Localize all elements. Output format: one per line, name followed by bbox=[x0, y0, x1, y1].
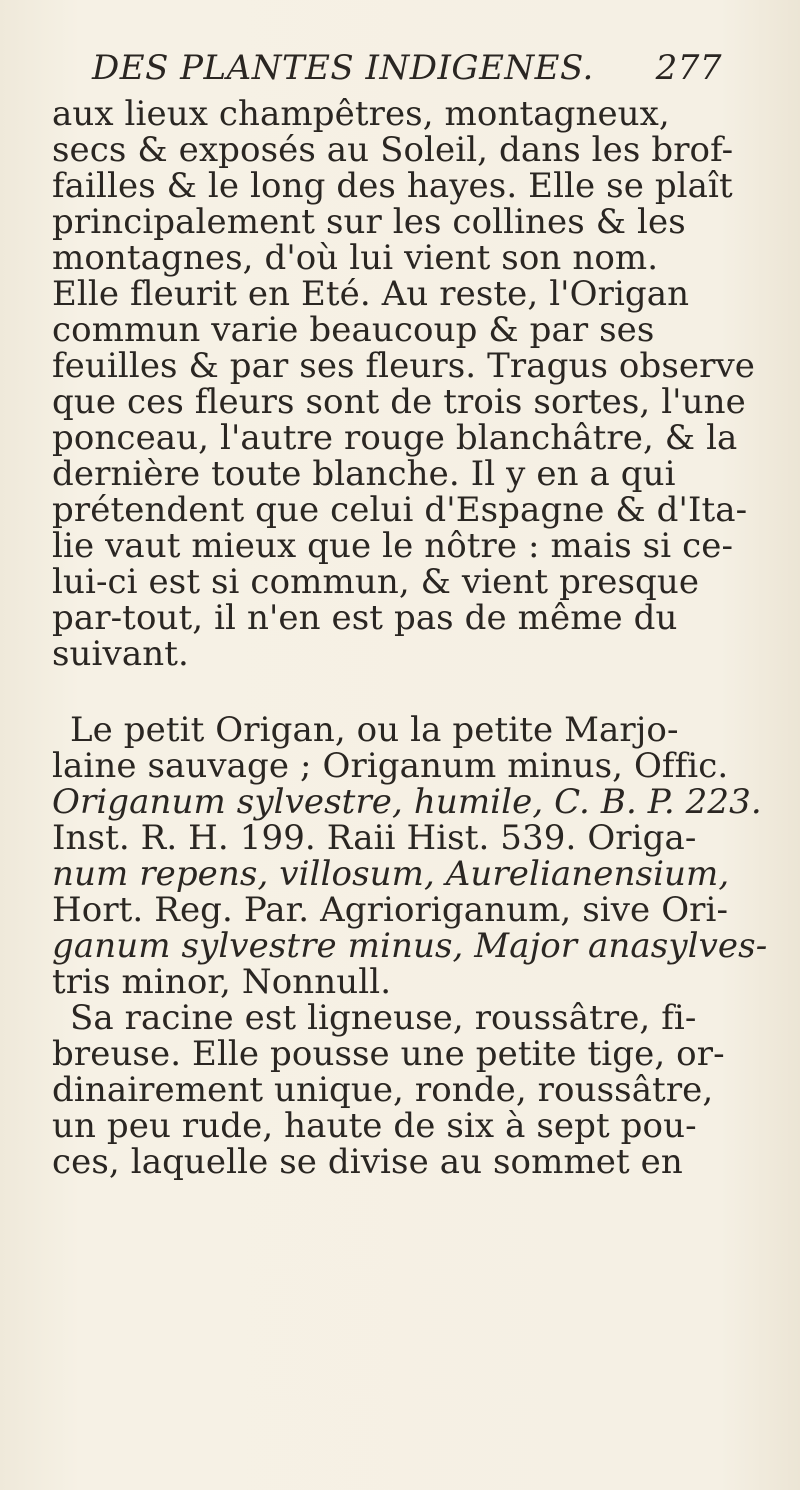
text-line: principalement sur les collines & les bbox=[52, 202, 686, 242]
text-line: Hort. Reg. Par. Agrioriganum, sive Ori- bbox=[52, 890, 729, 930]
text-line: que ces fleurs sont de trois sortes, l'une bbox=[52, 382, 746, 422]
text-line: laine sauvage ; Origanum minus, Offic. bbox=[52, 746, 729, 786]
text-line: montagnes, d'où lui vient son nom. bbox=[52, 238, 659, 278]
text-line: num repens, villosum, Aurelianensium, bbox=[52, 854, 730, 894]
running-title: DES PLANTES INDIGENES. bbox=[92, 48, 594, 88]
text-line: lui-ci est si commun, & vient presque bbox=[52, 562, 700, 602]
text-line: prétendent que celui d'Espagne & d'Ita- bbox=[52, 490, 748, 530]
text-line: par-tout, il n'en est pas de même du bbox=[52, 598, 678, 638]
text-line: Le petit Origan, ou la petite Marjo- bbox=[70, 710, 679, 750]
text-line: secs & exposés au Soleil, dans les brof- bbox=[52, 130, 734, 170]
text-line: Origanum sylvestre, humile, C. B. P. 223. bbox=[52, 782, 762, 822]
text-line: tris minor, Nonnull. bbox=[52, 962, 392, 1002]
text-line: ganum sylvestre minus, Major anasylves- bbox=[52, 926, 768, 966]
text-line: aux lieux champêtres, montagneux, bbox=[52, 94, 670, 134]
text-line: Inst. R. H. 199. Raii Hist. 539. Origa- bbox=[52, 818, 697, 858]
text-line: dinairement unique, ronde, roussâtre, bbox=[52, 1070, 714, 1110]
text-line: lie vaut mieux que le nôtre : mais si ce- bbox=[52, 526, 734, 566]
text-line: un peu rude, haute de six à sept pou- bbox=[52, 1106, 697, 1146]
text-line: commun varie beaucoup & par ses bbox=[52, 310, 655, 350]
text-line: failles & le long des hayes. Elle se plaît bbox=[52, 166, 733, 206]
page-number: 277 bbox=[655, 48, 722, 88]
text-line: ponceau, l'autre rouge blanchâtre, & la bbox=[52, 418, 738, 458]
page-header bbox=[92, 48, 722, 96]
text-line: feuilles & par ses fleurs. Tragus observe bbox=[52, 346, 755, 386]
text-line: ces, laquelle se divise au sommet en bbox=[52, 1142, 683, 1182]
text-line: suivant. bbox=[52, 634, 189, 674]
text-line: Elle fleurit en Eté. Au reste, l'Origan bbox=[52, 274, 690, 314]
text-line: Sa racine est ligneuse, roussâtre, fi- bbox=[70, 998, 697, 1038]
text-line: breuse. Elle pousse une petite tige, or- bbox=[52, 1034, 725, 1074]
text-line: dernière toute blanche. Il y en a qui bbox=[52, 454, 676, 494]
